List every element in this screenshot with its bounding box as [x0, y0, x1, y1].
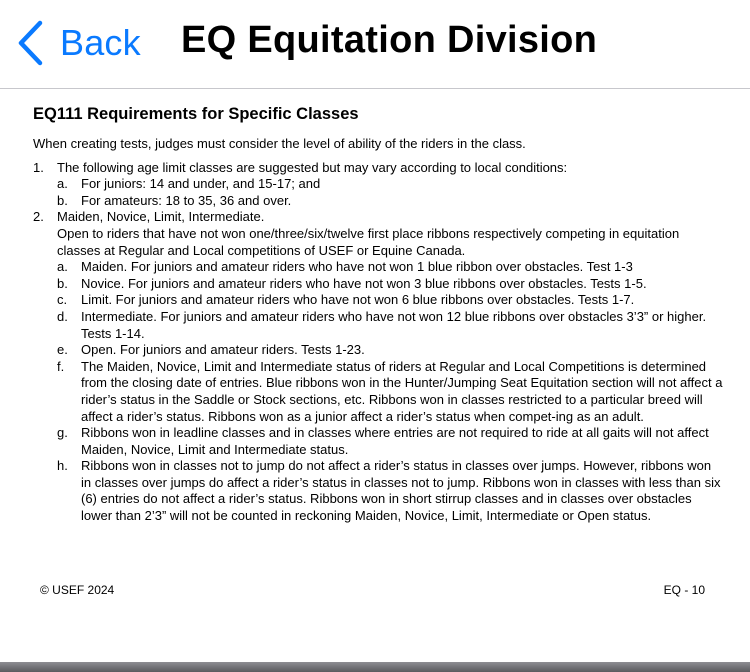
page-number: EQ - 10	[663, 583, 705, 597]
sub-list-letter: a.	[57, 176, 68, 192]
list-item-text: Maiden, Novice, Limit, Intermediate.	[57, 209, 265, 225]
sub-list-item-text: For amateurs: 18 to 35, 36 and over.	[81, 192, 292, 208]
sub-list-item	[57, 458, 723, 524]
sub-list-item-text: Intermediate. For juniors and amateur riders who have not won 12 blue ribbons over obstacles 3’3” or higher. Tests 1-14.	[81, 308, 707, 341]
sub-list-item-text: Ribbons won in classes not to jump do not affect a rider’s status in classes over jumps. However, ribbons won in classes over jumps do affect a rider’s status in classes not to jump. Ribbons won in classes with less than six (6) entries do not affect a rider’s status. Ribbons won in short stirrup classes and in classes over obstacles lower than 2’3” will not be counted in reckoning Maiden, Novice, Limit, Intermediate or Open status.	[81, 458, 721, 524]
document-body	[33, 104, 723, 525]
sub-list-item	[57, 425, 723, 458]
list-number: 2.	[33, 209, 44, 225]
list-item-text: The following age limit classes are suggested but may vary according to local conditions:	[57, 159, 568, 175]
list-item-note-text: Open to riders that have not won one/three/six/twelve first place ribbons respectively competing in equitation classes at Regular and Local competitions of USEF or Equine Canada.	[57, 225, 680, 258]
section-heading: EQ111 Requirements for Specific Classes	[33, 105, 359, 123]
sub-list-item	[57, 359, 723, 425]
page-footer	[40, 583, 705, 597]
sub-list-item-text: The Maiden, Novice, Limit and Intermediate status of riders at Regular and Local Competitions is determined from the closing date of entries. Blue ribbons won in the Hunter/Jumping Seat Equitation section will not affect a rider’s status in the Saddle or Stock sections, etc. Ribbons won in classes restricted to a particular breed will affect a rider’s status. Ribbons won as a junior affect a rider’s status when compet-ing as an adult.	[81, 358, 723, 424]
sub-list-item	[57, 193, 723, 210]
sub-list-item-text: Open. For juniors and amateur riders. Tests 1-23.	[81, 342, 365, 358]
sub-list-item	[57, 276, 723, 293]
sub-list-item	[57, 342, 723, 359]
sub-list-letter: b.	[57, 275, 68, 291]
sub-list-letter: e.	[57, 342, 68, 358]
chevron-left-icon	[16, 20, 44, 66]
intro-paragraph: When creating tests, judges must consider the level of ability of the riders in the class.	[33, 136, 526, 151]
sub-list-item	[57, 309, 723, 342]
sub-list-item-text: Maiden. For juniors and amateur riders who have not won 1 blue ribbon over obstacles. Test 1-3	[81, 259, 633, 275]
sub-list-letter: h.	[57, 458, 68, 474]
back-label: Back	[60, 22, 141, 63]
list-item	[33, 209, 723, 226]
navigation-bar	[0, 0, 750, 89]
list-item	[33, 160, 723, 177]
sub-list-letter: d.	[57, 308, 68, 324]
sub-list-item-text: For juniors: 14 and under, and 15-17; and	[81, 176, 321, 192]
page-title: EQ Equitation Division	[181, 19, 598, 61]
sub-list-letter: a.	[57, 259, 68, 275]
sub-list-item-text: Ribbons won in leadline classes and in classes where entries are not required to ride at all gaits will not affect Maiden, Novice, Limit and Intermediate status.	[81, 425, 709, 457]
sub-list-item	[57, 292, 723, 309]
sub-list-letter: c.	[57, 292, 68, 308]
sub-list-letter: f.	[57, 358, 65, 374]
sub-list-item	[57, 176, 723, 193]
sub-list-letter: g.	[57, 425, 68, 441]
sub-list-item	[57, 259, 723, 276]
list-item-note	[33, 226, 723, 259]
bottom-edge	[0, 662, 750, 672]
copyright-text: © USEF 2024	[40, 583, 115, 597]
list-number: 1.	[33, 159, 44, 175]
sub-list-item-text: Limit. For juniors and amateur riders who have not won 6 blue ribbons over obstacles. Tests 1-7.	[81, 292, 635, 308]
sub-list-item-text: Novice. For juniors and amateur riders who have not won 3 blue ribbons over obstacles. Tests 1-5.	[81, 275, 647, 291]
back-button[interactable]	[16, 18, 141, 68]
sub-list-letter: b.	[57, 192, 68, 208]
